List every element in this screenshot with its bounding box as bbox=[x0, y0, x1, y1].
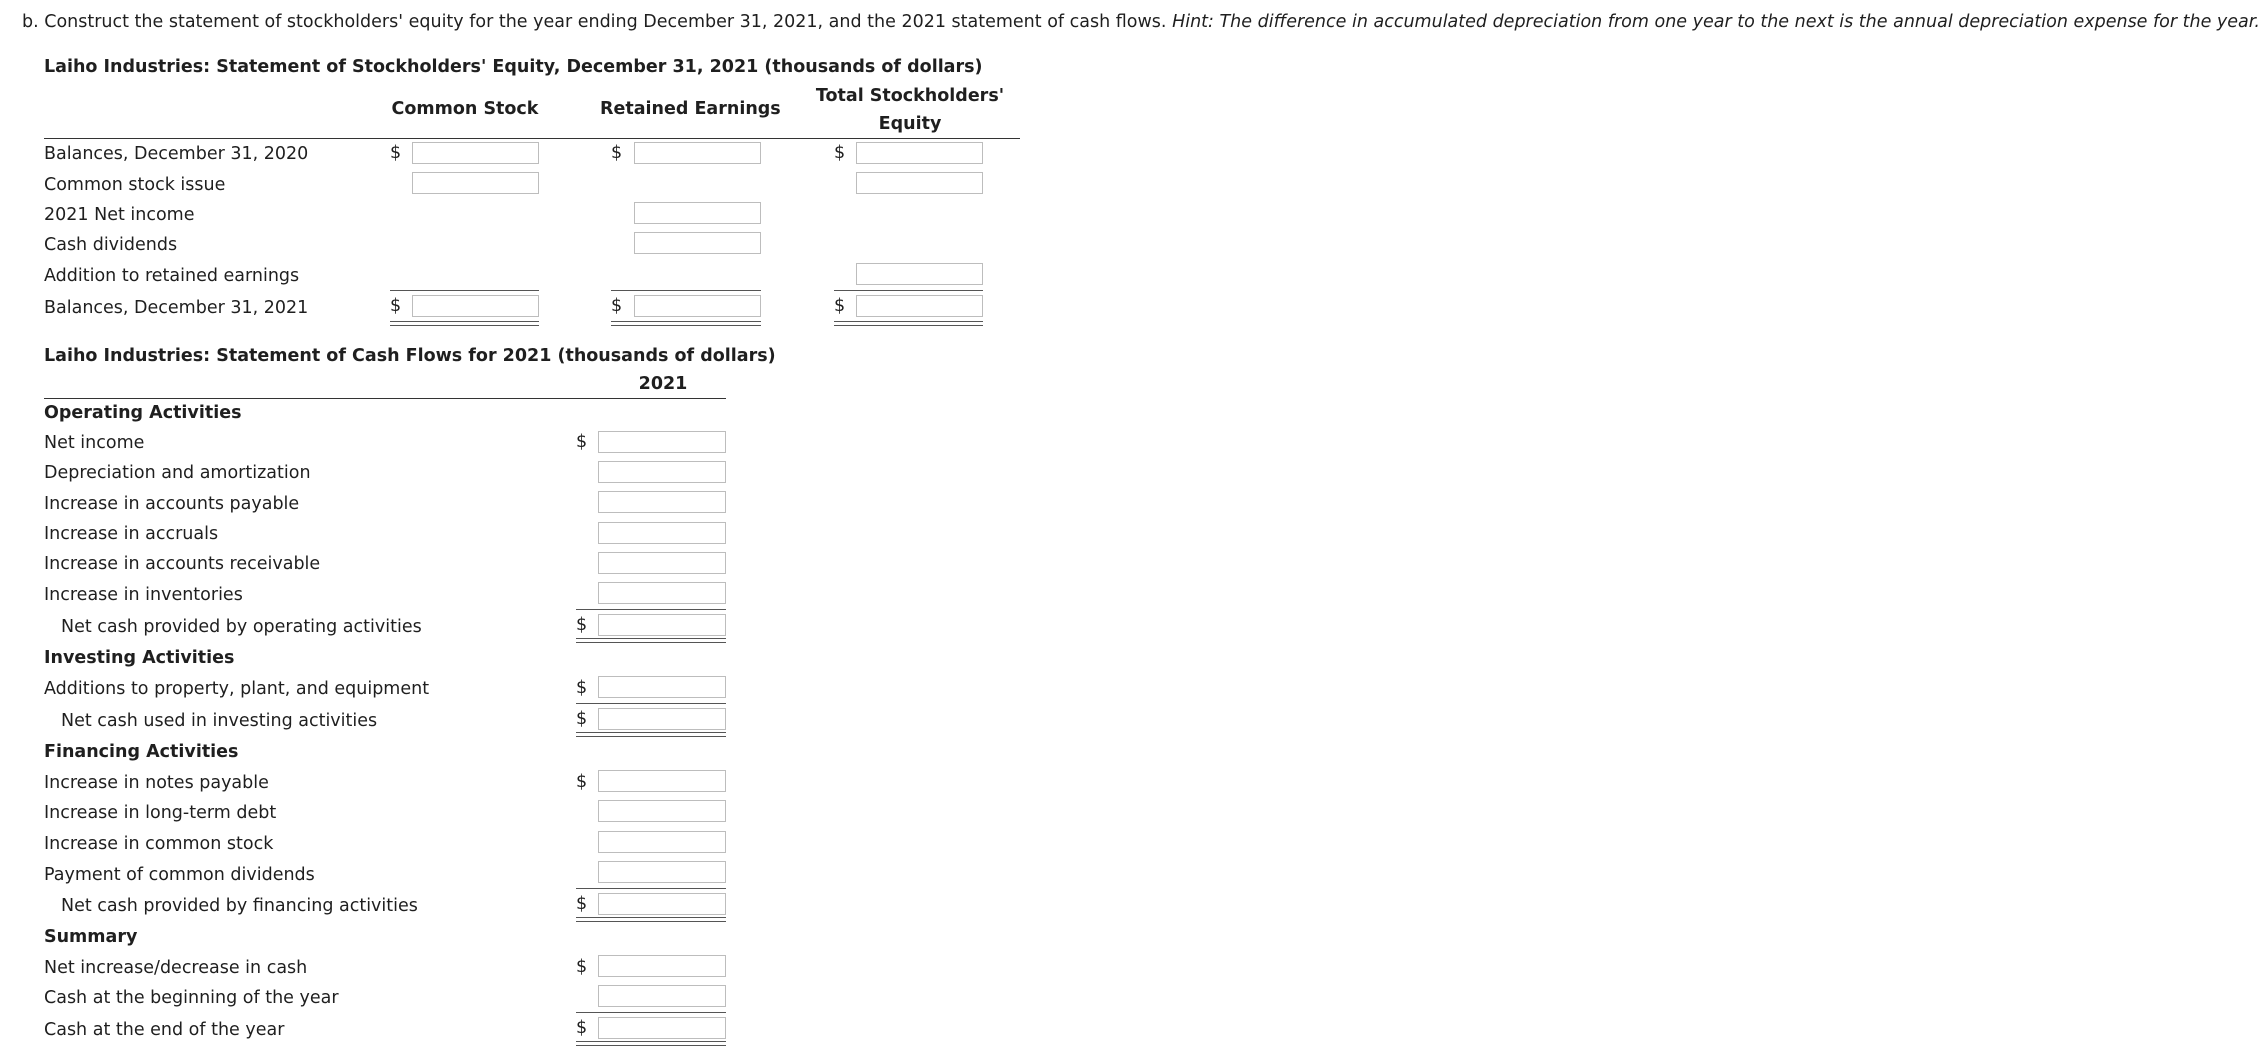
cf-row-label: Cash at the end of the year bbox=[44, 1020, 285, 1040]
total-double-rule bbox=[834, 321, 983, 326]
equity-row-label: Cash dividends bbox=[44, 235, 178, 255]
equity-bal2021-total-input[interactable] bbox=[856, 295, 983, 317]
equity-row-label: Common stock issue bbox=[44, 175, 226, 195]
total-double-rule bbox=[390, 321, 539, 326]
cf-notes-payable-input[interactable] bbox=[598, 770, 726, 792]
question-hint: Hint: The difference in accumulated depreciation from one year to the next is the annual depreciation expense for the year. bbox=[1172, 12, 2260, 32]
cf-row-label: Increase in common stock bbox=[44, 834, 274, 854]
equity-issue-common-input[interactable] bbox=[412, 172, 539, 194]
cf-row-label: Increase in accruals bbox=[44, 524, 219, 544]
equity-bal2021-common-input[interactable] bbox=[412, 295, 539, 317]
cf-operating-total-input[interactable] bbox=[598, 614, 726, 636]
equity-dividends-retained-input[interactable] bbox=[634, 232, 761, 254]
subtotal-rule bbox=[611, 290, 761, 291]
cf-row-label: Net increase/decrease in cash bbox=[44, 958, 308, 978]
cf-cash-end-input[interactable] bbox=[598, 1017, 726, 1039]
cf-row-label: Increase in inventories bbox=[44, 585, 243, 605]
currency-sign: $ bbox=[834, 143, 846, 163]
currency-sign: $ bbox=[834, 296, 846, 316]
currency-sign: $ bbox=[576, 957, 588, 977]
currency-sign: $ bbox=[611, 143, 623, 163]
cf-row-label: Net income bbox=[44, 433, 145, 453]
cf-long-term-debt-input[interactable] bbox=[598, 800, 726, 822]
total-double-rule bbox=[611, 321, 761, 326]
subtotal-rule bbox=[834, 290, 983, 291]
equity-row-label: Addition to retained earnings bbox=[44, 266, 300, 286]
section-heading-financing: Financing Activities bbox=[44, 742, 239, 762]
total-double-rule bbox=[576, 638, 726, 643]
cf-ppe-input[interactable] bbox=[598, 676, 726, 698]
cf-inventories-input[interactable] bbox=[598, 582, 726, 604]
cashflow-year-header: 2021 bbox=[638, 374, 688, 394]
equity-net-income-retained-input[interactable] bbox=[634, 202, 761, 224]
cf-row-label: Net cash provided by financing activities bbox=[61, 896, 418, 916]
total-double-rule bbox=[576, 732, 726, 737]
equity-row-label: Balances, December 31, 2021 bbox=[44, 298, 309, 318]
equity-addition-total-input[interactable] bbox=[856, 263, 983, 285]
section-heading-investing: Investing Activities bbox=[44, 648, 235, 668]
question-text: b. Construct the statement of stockholders' equity for the year ending December 31, 2021, and the 2021 statement of cash flows. bbox=[22, 12, 1167, 32]
currency-sign: $ bbox=[576, 615, 588, 635]
equity-bal2020-retained-input[interactable] bbox=[634, 142, 761, 164]
equity-col-retained-earnings: Retained Earnings bbox=[600, 99, 781, 119]
currency-sign: $ bbox=[576, 709, 588, 729]
cf-row-label: Net cash provided by operating activities bbox=[61, 617, 422, 637]
subtotal-rule bbox=[576, 888, 726, 889]
cf-row-label: Net cash used in investing activities bbox=[61, 711, 378, 731]
currency-sign: $ bbox=[576, 432, 588, 452]
equity-col-common-stock: Common Stock bbox=[391, 99, 539, 119]
equity-bal2021-retained-input[interactable] bbox=[634, 295, 761, 317]
currency-sign: $ bbox=[390, 296, 402, 316]
cf-accounts-payable-input[interactable] bbox=[598, 491, 726, 513]
section-heading-operating: Operating Activities bbox=[44, 403, 242, 423]
equity-issue-total-input[interactable] bbox=[856, 172, 983, 194]
cf-row-label: Increase in notes payable bbox=[44, 773, 269, 793]
cf-accounts-receivable-input[interactable] bbox=[598, 552, 726, 574]
cf-row-label: Increase in accounts payable bbox=[44, 494, 300, 514]
equity-row-label: Balances, December 31, 2020 bbox=[44, 144, 309, 164]
cf-row-label: Payment of common dividends bbox=[44, 865, 315, 885]
cashflow-header-rule bbox=[44, 398, 726, 399]
section-heading-summary: Summary bbox=[44, 927, 138, 947]
cf-accruals-input[interactable] bbox=[598, 522, 726, 544]
equity-row-label: 2021 Net income bbox=[44, 205, 195, 225]
cf-row-label: Increase in accounts receivable bbox=[44, 554, 321, 574]
cf-net-income-input[interactable] bbox=[598, 431, 726, 453]
cf-row-label: Increase in long-term debt bbox=[44, 803, 277, 823]
currency-sign: $ bbox=[576, 1018, 588, 1038]
currency-sign: $ bbox=[576, 772, 588, 792]
equity-title: Laiho Industries: Statement of Stockholders' Equity, December 31, 2021 (thousands of dollars) bbox=[44, 57, 983, 77]
currency-sign: $ bbox=[576, 678, 588, 698]
cf-dividends-input[interactable] bbox=[598, 861, 726, 883]
currency-sign: $ bbox=[390, 143, 402, 163]
currency-sign: $ bbox=[611, 296, 623, 316]
cf-row-label: Depreciation and amortization bbox=[44, 463, 311, 483]
cf-depreciation-input[interactable] bbox=[598, 461, 726, 483]
cashflow-title: Laiho Industries: Statement of Cash Flows for 2021 (thousands of dollars) bbox=[44, 346, 776, 366]
question-prompt bbox=[22, 12, 2260, 32]
cf-net-change-input[interactable] bbox=[598, 955, 726, 977]
cf-cash-begin-input[interactable] bbox=[598, 985, 726, 1007]
subtotal-rule bbox=[576, 609, 726, 610]
cf-financing-total-input[interactable] bbox=[598, 893, 726, 915]
equity-bal2020-total-input[interactable] bbox=[856, 142, 983, 164]
subtotal-rule bbox=[390, 290, 539, 291]
subtotal-rule bbox=[576, 703, 726, 704]
cf-common-stock-input[interactable] bbox=[598, 831, 726, 853]
equity-col-total-line1: Total Stockholders' bbox=[815, 86, 1005, 106]
cf-row-label: Additions to property, plant, and equipment bbox=[44, 679, 430, 699]
currency-sign: $ bbox=[576, 894, 588, 914]
cf-investing-total-input[interactable] bbox=[598, 708, 726, 730]
equity-col-total-line2: Equity bbox=[878, 114, 942, 134]
equity-header-rule bbox=[44, 138, 1020, 139]
equity-bal2020-common-input[interactable] bbox=[412, 142, 539, 164]
subtotal-rule bbox=[576, 1012, 726, 1013]
cf-row-label: Cash at the beginning of the year bbox=[44, 988, 339, 1008]
total-double-rule bbox=[576, 1041, 726, 1046]
total-double-rule bbox=[576, 917, 726, 922]
